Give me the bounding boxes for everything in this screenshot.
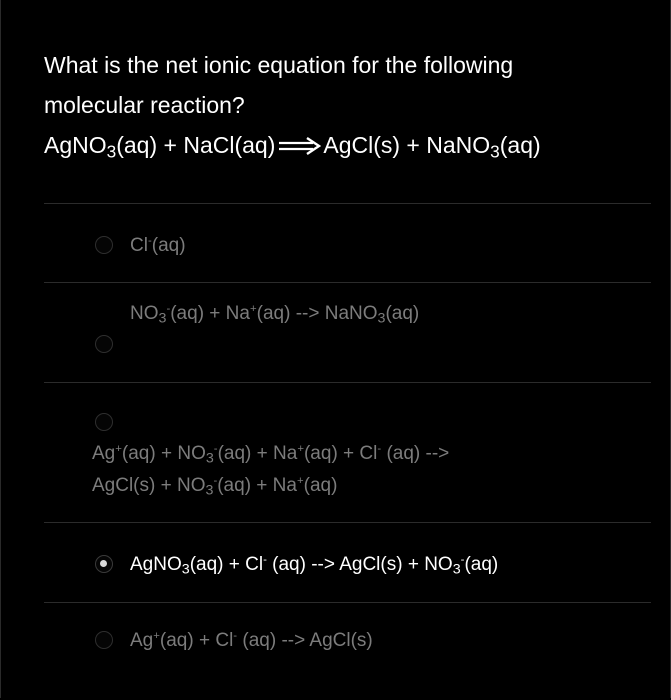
- equation-text: AgCl(s) + NaNO: [323, 132, 491, 158]
- answer-option-4[interactable]: [44, 523, 651, 602]
- answer-option-3[interactable]: [44, 383, 651, 521]
- radio-button-selected[interactable]: [95, 555, 113, 573]
- option-text: Cl-(aq): [130, 235, 186, 256]
- radio-button[interactable]: [95, 413, 113, 431]
- radio-button[interactable]: [95, 236, 113, 254]
- question-line-1: What is the net ionic equation for the following: [44, 52, 514, 78]
- option-text: $NO_3^-(aq) + Na^+(aq)$ --> NaNO$_3$(aq): [130, 303, 420, 327]
- radio-button[interactable]: [95, 631, 113, 649]
- option-text-line-2: AgCl(s) + $NO_3^-(aq) + Na^+(aq)$: [92, 475, 338, 499]
- equation-text: AgNO: [44, 132, 107, 158]
- answer-option-1[interactable]: [44, 204, 651, 282]
- equation-subscript: 3: [490, 141, 500, 162]
- answer-option-2[interactable]: [44, 283, 651, 381]
- option-text: Ag+(aq) + Cl- (aq) --> AgCl(s): [130, 630, 373, 651]
- molecular-equation: [44, 125, 644, 165]
- radio-button[interactable]: [95, 335, 113, 353]
- answer-option-5[interactable]: [44, 603, 651, 683]
- question-line-2: molecular reaction?: [44, 92, 245, 118]
- option-text: AgNO$_3$(aq) + Cl- (aq) --> AgCl(s) + $NO_3^-(aq)$: [130, 554, 499, 578]
- reaction-arrow-icon: [279, 136, 321, 156]
- question-prompt: [44, 45, 644, 165]
- equation-text: (aq) + NaCl(aq): [116, 132, 276, 158]
- option-text-line-1: $Ag^+(aq) + NO_3^-(aq) + Na^+(aq) + Cl^-$ (aq) -->: [92, 443, 450, 467]
- equation-subscript: 3: [106, 141, 117, 162]
- equation-text: (aq): [499, 132, 541, 158]
